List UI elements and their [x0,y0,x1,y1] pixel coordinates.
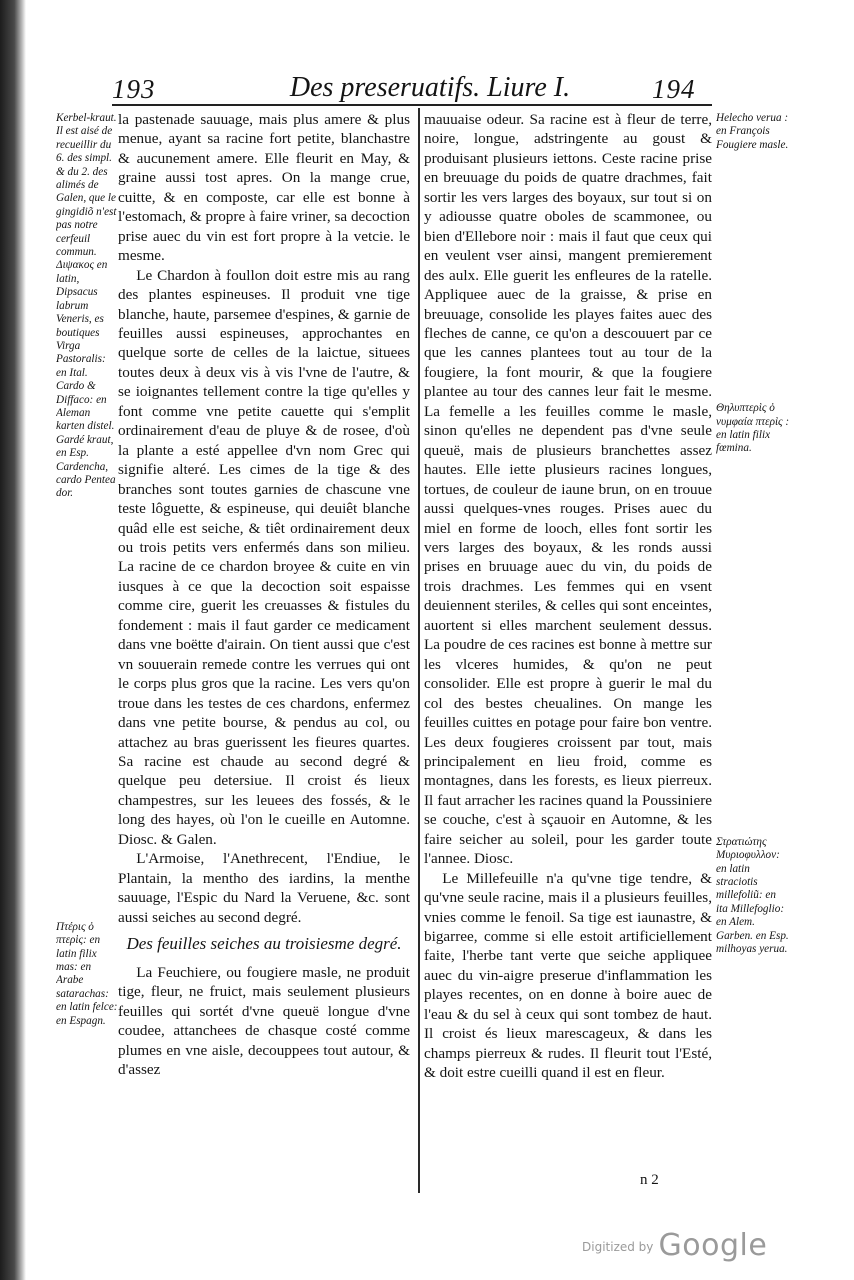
digitized-watermark [582,1228,767,1263]
margin-note: Στρατιώτης Μυριοφυλλον: en latin straciotis millefoliũ: en ita Millefoglio: en Alem. Garben. en Esp. milhoyas yerua. [716,835,789,956]
google-logo: Google [658,1228,768,1263]
paragraph: Le Chardon à foullon doit estre mis au rang des plantes espineuses. Il produit vne tige blanche, haute, parsemee d'espines, & garnie de feuilles aussi espineuses, approchantes en quelque sorte de celles de la laictue, situees toutes deux à deux vis à vis l'vne de l'autre, & se ioignantes tellement contre la tige qu'elles y font comme vne petite cauette qui s'emplit ordinairement d'eau de pluye & de rosee, d'où la plante a esté appellee d'vn nom Grec qui signifie alteré. Les cimes de la tige & des branches sont toutes garnies de chascune vne teste lôguette, & espineuse, qui deuiêt blanche quâd elle est seiche, & tiêt ordinairement deux ou trois petits vers enfermés dans son milieu. La racine de ce chardon broyee & cuite en vin iusques à ce que la decoction soit espaisse comme cire, guerit les creuasses & fistules du fondement : mais il faut garder ce medicament dans vne boëtte d'airain. On tient aussi que c'est vn souuerain remede contre les verrues qui ont le corps plus gros que la racine. Les vers qu'on troue dans les testes de ces chardons, enfermez dans vne petite bourse, & pendus au col, ou attachez au bras guerissent les fieures quartes. Sa racine est chaude au second degré & quelque peu detersiue. Il croist és lieux champestres, sur les leuees des fossés, & le long des hayes, où l'on le cueille en Automne. Diosc. & Galen. [118,266,410,848]
watermark-text: Digitized by [582,1240,654,1254]
header-rule-right [420,104,712,106]
paragraph: Le Millefeuille n'a qu'vne tige tendre, & qu'vne seule racine, mais il a plusieurs feuilles, vnies comme le fenoil. Sa tige est iaunastre, & bigarree, comme si elle estoit artificiellement faite, l'herbe tant verte que seiche appliquee auec du vin-aigre preserue d'inflammation les playes recentes, on en donne à boire auec de l'eau & du sel à ceux qui sont tombez de haut. Il croist és lieux marescageux, & dans les champs pierreux & rudes. Il fleurit tout l'Esté, & doit estre cueilli quand il est en fleur. [424,869,712,1082]
section-heading: Des feuilles seiches au troisiesme degré. [126,934,402,954]
margin-note: Πτέρις ὁ πτερὶς: en latin filix mas: en Arabe satarachas: en latin felce: en Espagn. [56,920,118,1027]
signature-mark: n 2 [640,1172,659,1188]
margin-note: Θηλυπτερὶς ὁ νυμφαία πτερὶς : en latin filix fœmina. [716,402,790,455]
column-divider [418,108,420,1193]
left-text-column [118,110,410,1185]
paragraph: la pastenade sauuage, mais plus amere & plus menue, ayant sa racine fort petite, blanchastre & aucunement amere. Elle fleurit en May, & graine aussi tost apres. On la mange crue, cuitte, & en composte, car elle est bonne à l'estomach, & propre à faire vriner, sa decoction prise auec du vin est fort propre à la vetcie. le mesme. [118,111,410,265]
page-number-right: 194 [652,74,696,104]
paragraph: mauuaise odeur. Sa racine est à fleur de terre, noire, longue, adstringente au goust & produisant plusieurs iettons. Ceste racine prise en breuuage du poids de quatre drachmes, fait sortir les vers larges des boyaux, sur tout si on y adiousse quatre oboles de scammonee, ou bien d'Ellebore noir : mais il faut que ceux qui en veulent vser ainsi, mangent premierement des aulx. Elle guerit les enfleures de la ratelle. Appliquee auec de la graisse, & prise en breuuage, consolide les playes faites auec des fleches de canne, ce qu'on a descouuert par ce que les cannes plantees tout au tour de la fougiere, la font mourir, & que la fougiere plantee au tour des cannes leur fait le mesme. La femelle a les feuilles comme le masle, sinon qu'elles ne dependent pas d'vne seule queuë, mais de plusieurs branchettes assez hautes. Elle iette plusieurs racines longues, tortues, de couleur de iaune brun, on en trouue aussi quelques-vnes rouges. Prises auec du miel en forme de looch, elles font sortir les vers larges des boyaux, & les ronds aussi prises en bruuage auec du vin, du poids de trois drachmes. Les femmes qui en vsent deuiennent steriles, & celles qui sont enceintes, auortent si elles marchent seulement dessus. La poudre de ces racines est bonne à mettre sur les vlceres humides, & qu'on ne peut consolider. Elle est propre à guerir le mal du col des bestes cheualines. On mange les feuilles cuittes en potage pour faire bon ventre. Les deux fougieres croissent par tout, mais principalement en lieu froid, comme es montagnes, dans les forests, es lieux pierreux. Il faut arracher les racines quand la Poussiniere se couche, c'est à sçauoir en Automne, & les faire seicher au soleil, pour les garder toute l'annee. Diosc. [424,111,712,868]
header-rule-left [112,104,420,106]
margin-note: Kerbel-kraut. Il est aisé de recueillir du 6. des simpl. & du 2. des alimés de Galen, que le gingidiõ n'est pas notre cerfeuil commun. Διψακος en latin, Dipsacus labrum Veneris, es boutiques Virga Pastoralis: en Ital. Cardo & Diffaco: en Aleman karten distel. Gardé kraut, en Esp. Cardencha, cardo Pentea dor. [56,112,117,500]
margin-note: Helecho verua : en François Fougiere masle. [716,112,789,151]
paragraph: La Feuchiere, ou fougiere masle, ne produit tige, fleur, ne fruict, mais seulement plusieurs feuilles qui sortét d'vne queuë longue d'vne coudee, attanchees de chasque costé comme plumes en vne aisle, decouppees tout autour, & d'assez [118,964,410,1079]
right-margin-notes [716,112,790,1182]
page-number-left: 193 [112,74,156,104]
book-edge-shadow [0,0,26,1280]
right-text-column [424,110,712,1185]
running-title: Des preseruatifs. Liure I. [289,72,571,103]
paragraph: L'Armoise, l'Anethrecent, l'Endiue, le Plantain, la mentho des iardins, la menthe sauuage, l'Espic du Nard la Veruene, &c. sont aussi seiches au second degré. [118,850,410,926]
left-margin-notes [56,112,118,1182]
